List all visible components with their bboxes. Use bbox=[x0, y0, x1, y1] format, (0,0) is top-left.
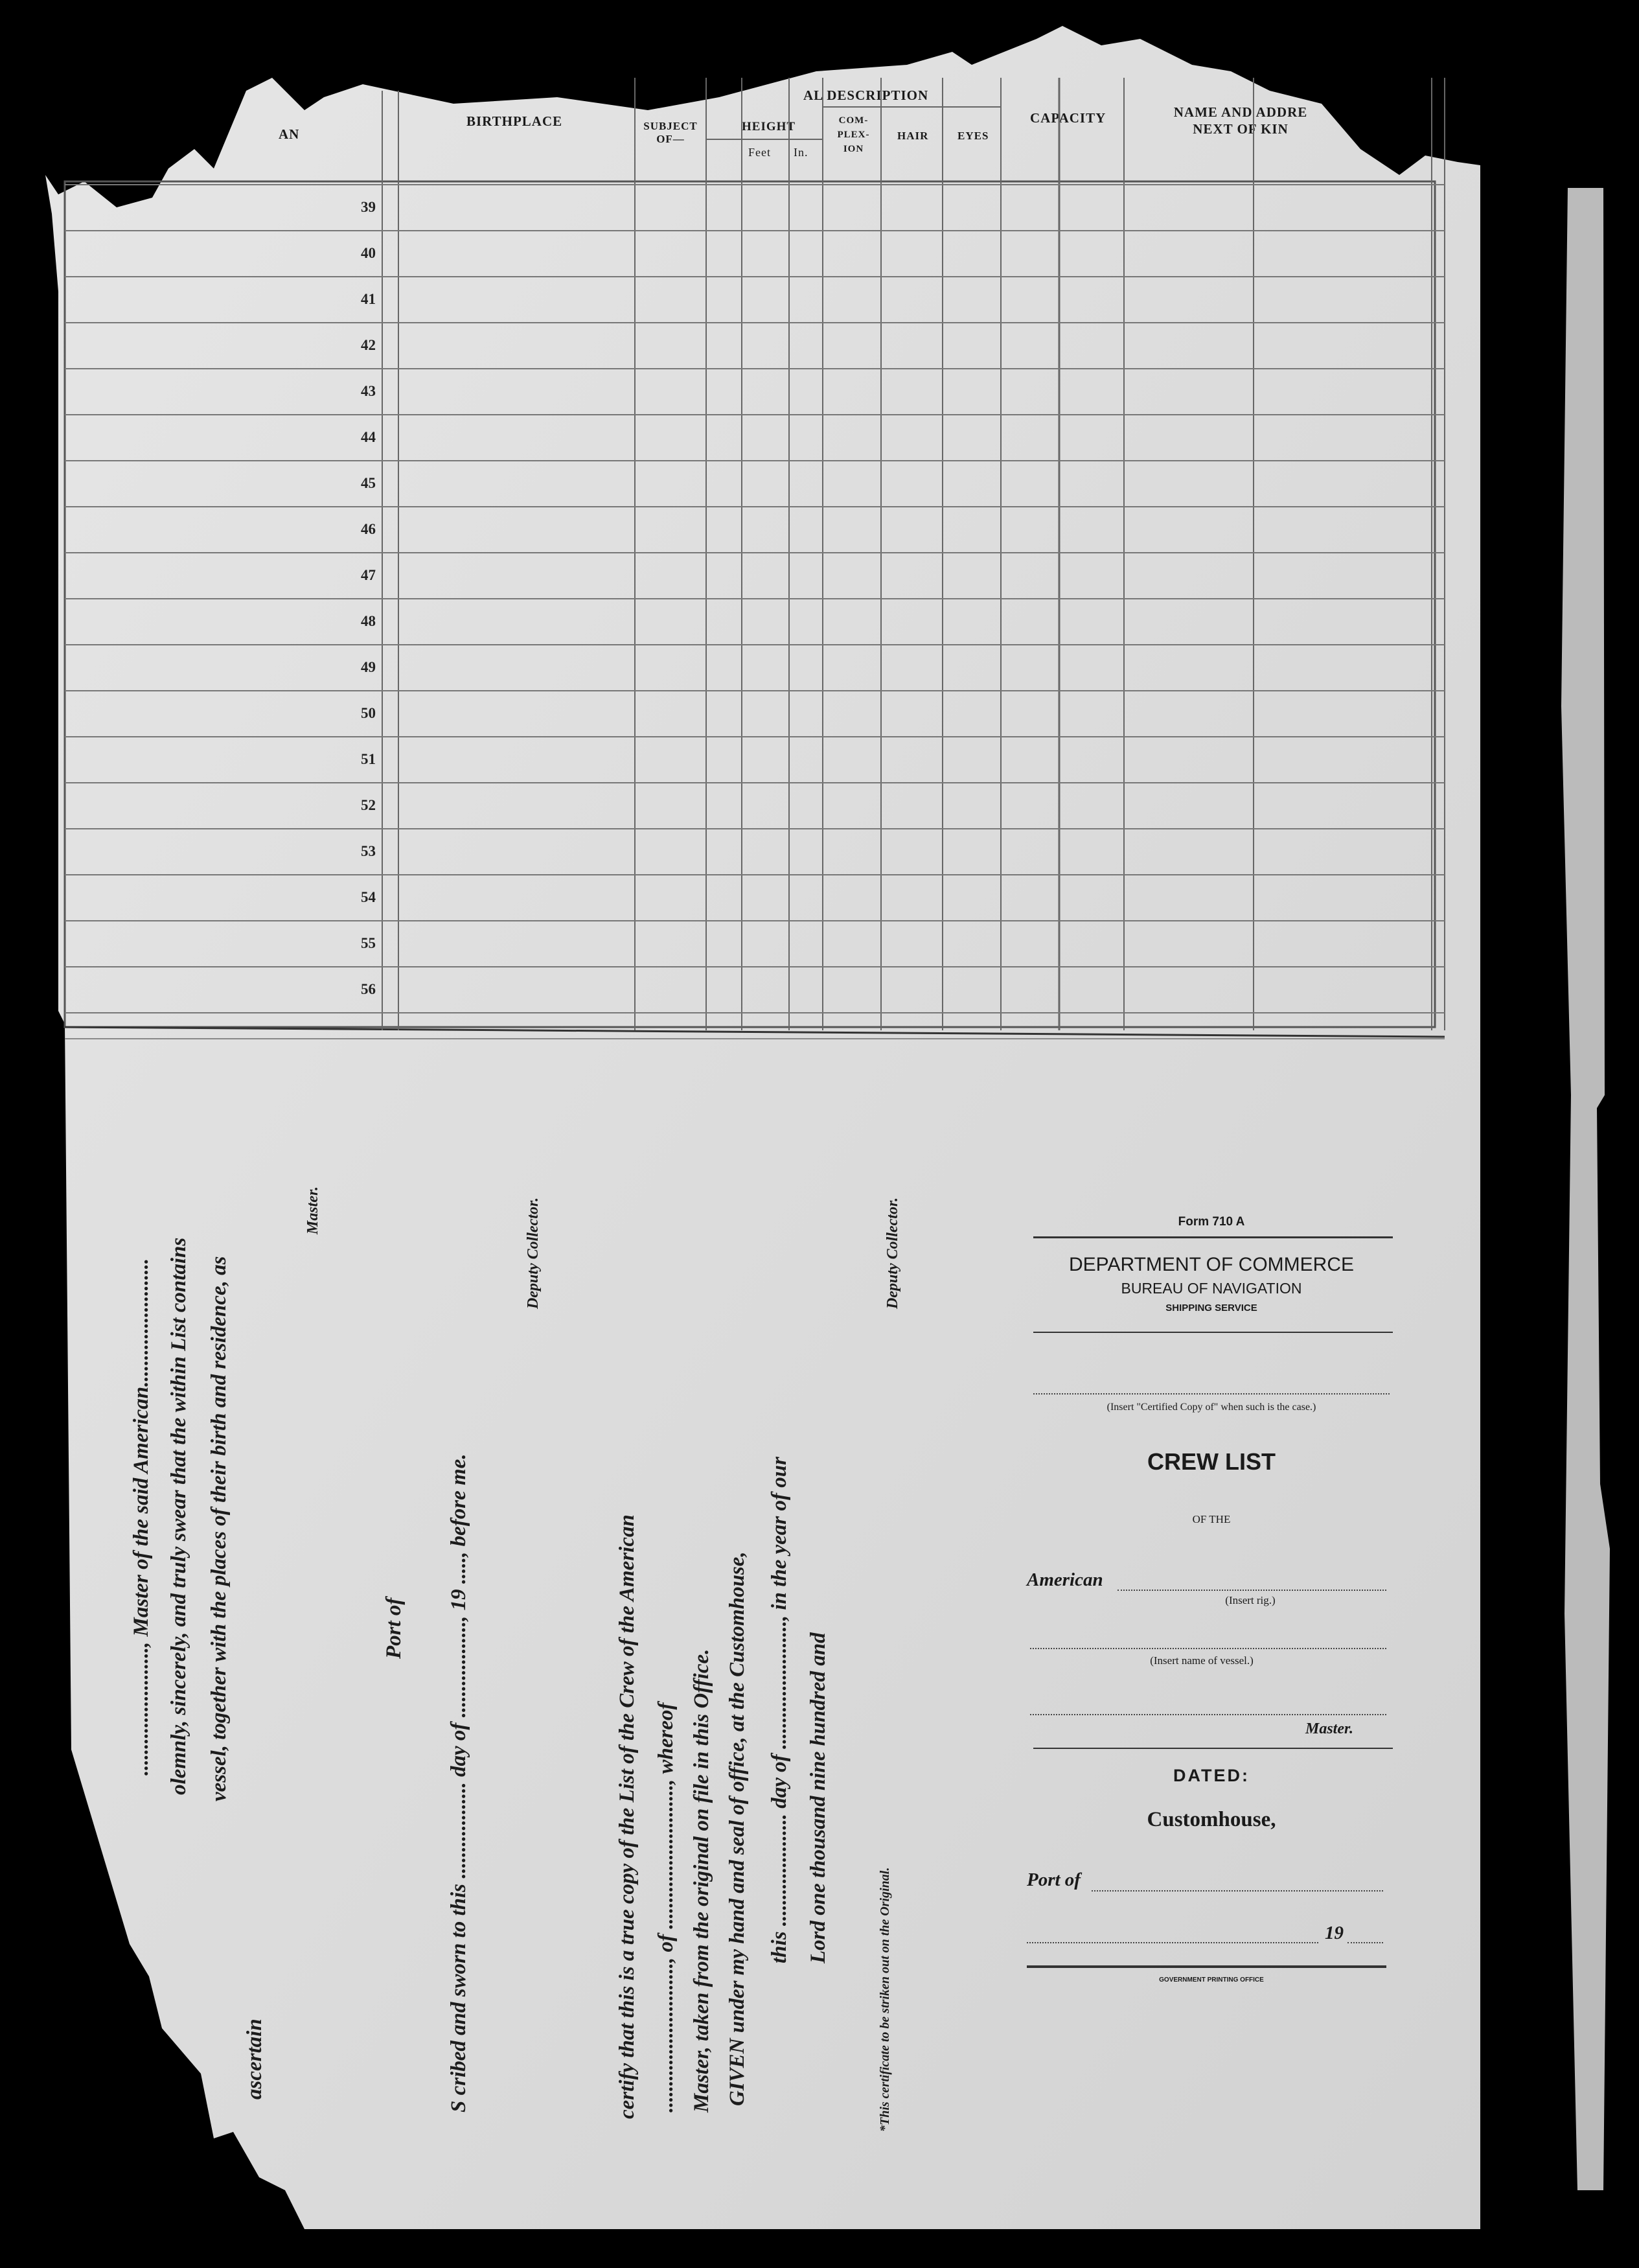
row-number: 45 bbox=[361, 475, 376, 491]
oath-line-2: olemnly, sincerely, and truly swear that the within List contains bbox=[167, 1237, 190, 1795]
certificate-line-5: this ..................... day of ........................, in the year of our bbox=[768, 1457, 791, 1963]
certificate-footnote: *This certificate to be striken out on the Original. bbox=[878, 1867, 892, 2132]
certified-copy-line bbox=[1033, 1393, 1390, 1394]
row-number: 50 bbox=[361, 705, 376, 721]
oath-port-of: Port of bbox=[382, 1597, 406, 1659]
header-height: HEIGHT bbox=[742, 120, 796, 133]
form-rule bbox=[1033, 1236, 1393, 1238]
bottom-rule bbox=[1027, 1965, 1386, 1968]
master-rule bbox=[1033, 1748, 1393, 1749]
row-number: 43 bbox=[361, 383, 376, 399]
department-title: DEPARTMENT OF COMMERCE bbox=[1068, 1254, 1355, 1275]
american-label: American bbox=[1027, 1569, 1103, 1590]
of-the-label: OF THE bbox=[1192, 1513, 1231, 1525]
row-number: 55 bbox=[361, 935, 376, 951]
master-label: Master. bbox=[1305, 1720, 1354, 1737]
certificate-line-4: GIVEN under my hand and seal of office, at the Customhouse, bbox=[726, 1551, 749, 2106]
year-field-line[interactable] bbox=[1347, 1942, 1383, 1943]
oath-line-1: ........................, Master of the said American........................ bbox=[130, 1258, 153, 1776]
oath-master-label: Master. bbox=[304, 1186, 321, 1234]
header-hair: HAIR bbox=[897, 130, 929, 142]
certificate-line-2: ............................, of ..........................., whereof bbox=[654, 1702, 678, 2112]
customhouse-label: Customhouse, bbox=[1147, 1808, 1276, 1831]
row-number: 49 bbox=[361, 659, 376, 675]
date-field-line[interactable] bbox=[1027, 1942, 1318, 1943]
row-number: 51 bbox=[361, 751, 376, 767]
row-number: 52 bbox=[361, 797, 376, 813]
insert-vessel-name-note: (Insert name of vessel.) bbox=[1150, 1654, 1254, 1667]
row-number: 48 bbox=[361, 613, 376, 629]
header-next-of-kin: NAME AND ADDRE NEXT OF KIN bbox=[1173, 104, 1308, 137]
service-rule bbox=[1033, 1332, 1393, 1333]
header-subject-of: SUBJECT OF— bbox=[643, 120, 698, 145]
bureau-title: BUREAU OF NAVIGATION bbox=[1121, 1280, 1302, 1297]
header-personal-description: AL DESCRIPTION bbox=[803, 87, 929, 103]
year-label: 19 bbox=[1325, 1923, 1344, 1943]
certificate-line-1: certify that this is a true copy of the List of the Crew of the American bbox=[615, 1514, 639, 2119]
port-field-line[interactable] bbox=[1092, 1890, 1383, 1892]
oath-subscribed: S cribed and sworn to this .................. day of .................., 19 ....., before me. bbox=[447, 1453, 470, 2112]
row-number: 40 bbox=[361, 245, 376, 261]
certificate-line-6: Lord one thousand nine hundred and bbox=[807, 1632, 830, 1963]
insert-rig-note: (Insert rig.) bbox=[1225, 1594, 1276, 1606]
row-number: 47 bbox=[361, 567, 376, 583]
service-title: SHIPPING SERVICE bbox=[1165, 1302, 1257, 1313]
row-number: 54 bbox=[361, 889, 376, 905]
master-field-line[interactable] bbox=[1030, 1714, 1386, 1715]
rig-field-line[interactable] bbox=[1118, 1590, 1386, 1591]
row-number: 46 bbox=[361, 521, 376, 537]
header-inches: In. bbox=[794, 146, 808, 159]
form-number: Form 710 A bbox=[1178, 1215, 1245, 1229]
oath-line-4: ascertain bbox=[243, 2019, 266, 2100]
certificate-deputy-collector: Deputy Collector. bbox=[884, 1198, 901, 1309]
row-number: 39 bbox=[361, 199, 376, 215]
row-number: 56 bbox=[361, 981, 376, 997]
header-name-column: AN bbox=[279, 126, 300, 142]
dated-label: DATED: bbox=[1173, 1766, 1250, 1785]
header-feet: Feet bbox=[748, 146, 771, 159]
oath-deputy-collector: Deputy Collector. bbox=[525, 1198, 542, 1309]
row-number: 53 bbox=[361, 843, 376, 859]
header-capacity: CAPACITY bbox=[1030, 110, 1106, 126]
certificate-line-3: Master, taken from the original on file in this Office. bbox=[690, 1649, 713, 2112]
printer-imprint: GOVERNMENT PRINTING OFFICE bbox=[1159, 1976, 1264, 1984]
crew-list-title: CREW LIST bbox=[1147, 1448, 1276, 1475]
certified-copy-note: (Insert "Certified Copy of" when such is the case.) bbox=[1106, 1402, 1316, 1413]
header-birthplace: BIRTHPLACE bbox=[466, 113, 563, 129]
oath-line-3: vessel, together with the places of their birth and residence, as bbox=[207, 1256, 231, 1801]
row-number: 42 bbox=[361, 337, 376, 353]
header-complexion: COM-PLEX-ION bbox=[837, 115, 870, 154]
vessel-name-field-line[interactable] bbox=[1030, 1648, 1386, 1649]
port-of-label: Port of bbox=[1027, 1869, 1081, 1890]
row-number: 44 bbox=[361, 429, 376, 445]
header-eyes: EYES bbox=[957, 130, 989, 142]
row-number: 41 bbox=[361, 291, 376, 307]
